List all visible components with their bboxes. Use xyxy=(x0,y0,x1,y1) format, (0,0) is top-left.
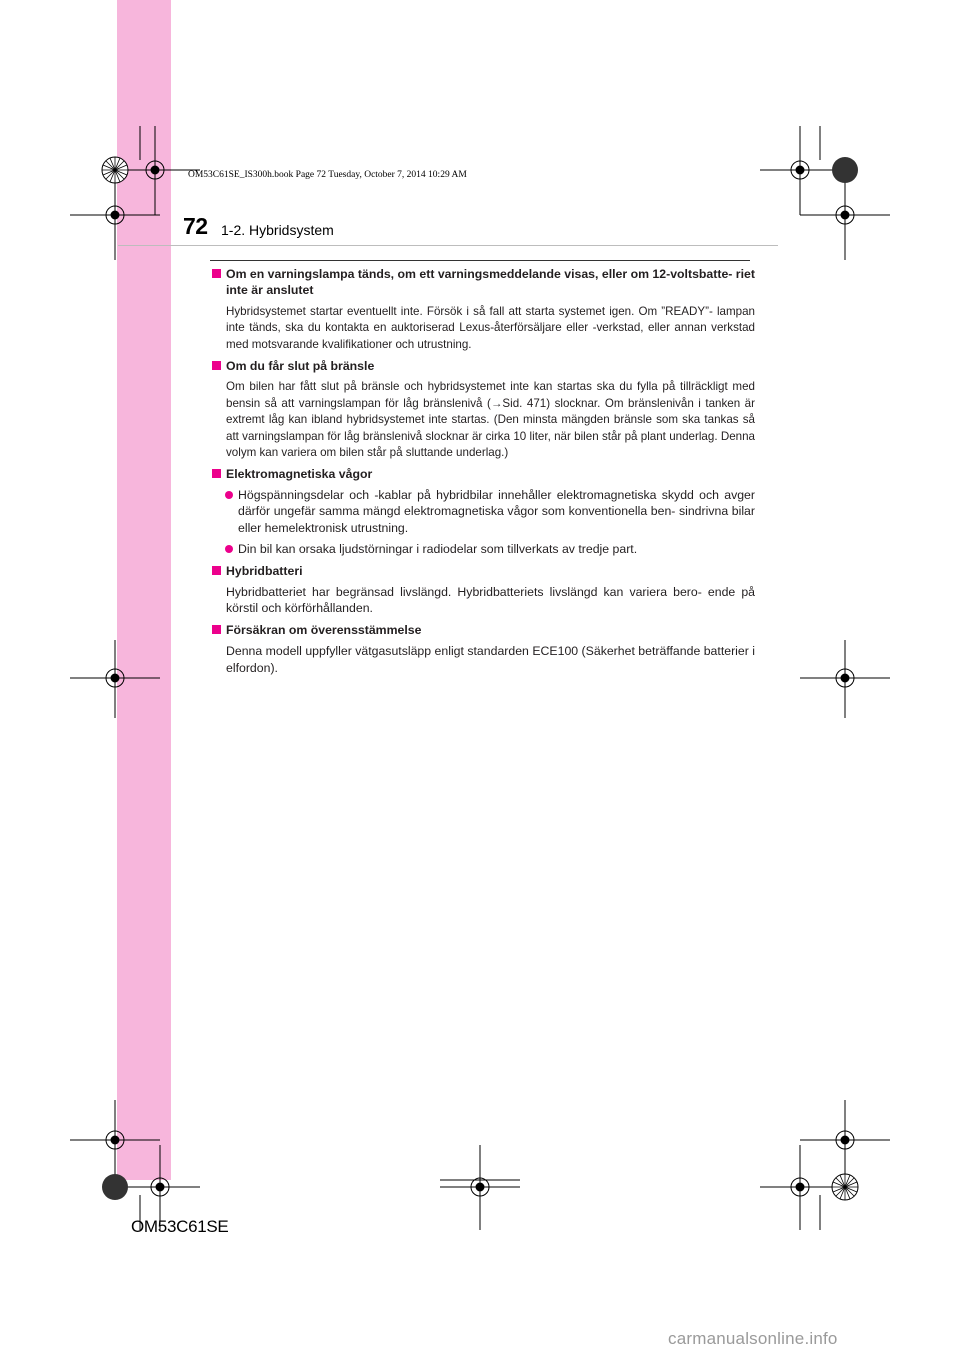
content-body xyxy=(210,266,755,681)
printer-info-line: OM53C61SE_IS300h.book Page 72 Tuesday, October 7, 2014 10:29 AM xyxy=(188,170,467,180)
item-text: Hybridbatteriet har begränsad livslängd. Hybridbatteriets livslängd kan variera bero- ende på körstil och körförhållanden. xyxy=(226,584,755,616)
round-bullet-icon xyxy=(225,545,233,553)
square-bullet-icon xyxy=(212,269,221,278)
item-fuel xyxy=(210,358,755,461)
item-text: Om bilen har fått slut på bränsle och hybridsystemet inte kan startas ska du fylla på tillräckligt med bensin så att varningslampan för låg bränslenivå (→Sid. 471) slocknar. Om bränslenivån i tanken är extremt låg kan ibland hybridsystemet inte startas. (Den minsta mängden bränsle som ska tankas så att varningslampan för låg bränslenivå slocknar är cirka 10 liter, när bilen står på plant underlag. Denna volym kan variera om bilen står på sluttande underlag.) xyxy=(226,380,755,460)
crosshair-target-icon xyxy=(800,640,890,718)
watermark: carmanualsonline.info xyxy=(668,1329,838,1348)
square-bullet-icon xyxy=(212,469,221,478)
list-item: Din bil kan orsaka ljudstörningar i radiodelar som tillverkats av tredje part. xyxy=(225,541,755,557)
section-title: 1-2. Hybridsystem xyxy=(221,222,334,238)
starburst-mark-icon xyxy=(102,157,128,183)
content-top-rule xyxy=(210,260,750,261)
crosshair-target-icon xyxy=(800,1100,890,1180)
item-heading: Om du får slut på bränsle xyxy=(226,359,375,374)
crosshair-target-icon xyxy=(800,170,890,260)
item-electromagnetic xyxy=(210,466,755,557)
item-text: Hybridsystemet startar eventuellt inte. Försök i så fall att starta systemet igen. Om ”READY”- lampan inte tänds, ska du kontakta en auktoriserad Lexus-återförsäljare eller -verkstad, eller annan verkstad med motsvarande kvalifikationer och utrustning. xyxy=(226,304,755,351)
item-text: Denna modell uppfyller vätgasutsläpp enligt standarden ECE100 (Säkerhet beträffande batterier i elfordon). xyxy=(226,644,755,675)
crosshair-target-icon xyxy=(70,640,160,718)
item-heading: Hybridbatteri xyxy=(226,563,303,578)
square-bullet-icon xyxy=(212,361,221,370)
starburst-mark-icon xyxy=(832,1174,858,1200)
page-number: 72 xyxy=(183,213,208,239)
item-heading: Om en varningslampa tänds, om ett varningsmeddelande visas, eller om 12-voltsbatte- riet inte är anslutet xyxy=(226,267,755,298)
item-conformity xyxy=(210,622,755,676)
item-heading: Elektromagnetiska vågor xyxy=(226,467,373,482)
list-item: Högspänningsdelar och -kablar på hybridbilar innehåller elektromagnetiska skydd och avger därför ungefär samma mängd elektromagnetiska vågor som konventionella ben- sindrivna bilar eller hemelektronisk utrustning. xyxy=(225,487,755,536)
item-hybrid-battery xyxy=(210,563,755,617)
round-bullet-icon xyxy=(225,491,233,499)
item-heading: Försäkran om överensstämmelse xyxy=(226,622,422,637)
square-bullet-icon xyxy=(212,625,221,634)
crosshair-target-icon xyxy=(70,1100,160,1180)
manual-code: OM53C61SE xyxy=(131,1217,229,1236)
solid-circle-mark-icon xyxy=(102,1174,128,1200)
solid-circle-mark-icon xyxy=(832,157,858,183)
header-divider xyxy=(118,245,778,246)
crosshair-target-icon xyxy=(440,1145,520,1230)
item-warning-lamp xyxy=(210,266,755,353)
square-bullet-icon xyxy=(212,566,221,575)
